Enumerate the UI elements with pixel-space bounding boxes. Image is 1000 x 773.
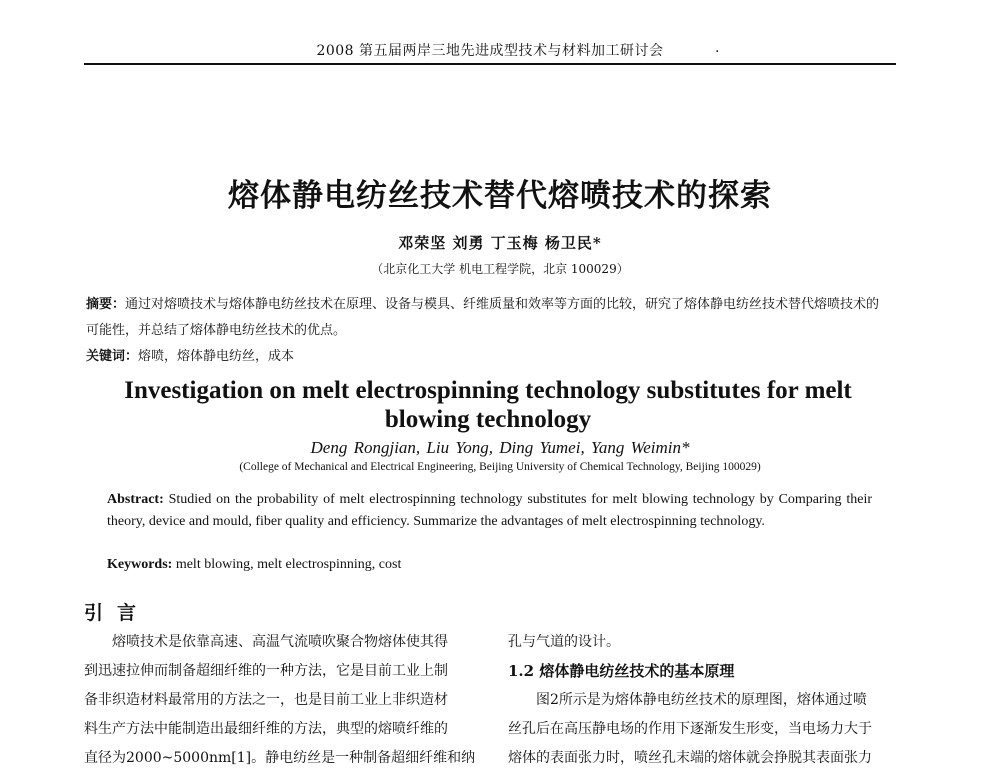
chinese-abstract [86,292,880,344]
english-title: Investigation on melt electrospinning technology substitutes for melt blowing technology [124,377,852,433]
running-header [84,40,896,60]
right-line-3: 熔体的表面张力时，喷丝孔末端的熔体就会挣脱其表面张力 [508,750,872,766]
right-line-2: 丝孔后在高压静电场的作用下逐渐发生形变，当电场力大于 [508,721,872,737]
chinese-keywords-text: 熔喷，熔体静电纺丝，成本 [138,349,295,364]
chinese-affiliation: （北京化工大学 机电工程学院，北京 100029） [371,262,629,276]
english-keywords-label: Keywords: [107,557,173,572]
left-line-4: 料生产方法中能制造出最细纤维的方法，典型的熔喷纤维的 [84,721,448,737]
english-abstract-text: Studied on the probability of melt electrospinning technology substitutes for melt blowing technology by Comparing their theory, device and mould, fiber quality and efficiency. Summarize the advantages of melt electrospinning technology. [107,492,873,529]
english-abstract [107,489,872,533]
header-rule [84,63,896,65]
header-mark: . [715,40,720,56]
right-column [508,628,900,773]
chinese-abstract-label: 摘要： [86,297,126,312]
section-heading-introduction: 引言 [84,602,151,624]
right-line-1: 图2所示是为熔体静电纺丝技术的原理图，熔体通过喷 [536,692,867,708]
subsection-heading: 1.2 熔体静电纺丝技术的基本原理 [508,662,735,680]
left-line-2: 到迅速拉伸而制备超细纤维的一种方法，它是目前工业上制 [84,663,448,679]
chinese-keywords [86,345,880,364]
left-column [84,628,484,773]
left-line-3: 备非织造材料最常用的方法之一，也是目前工业上非织造材 [84,692,448,708]
left-line-5: 直径为2000~5000nm[1]。静电纺丝是一种制备超细纤维和纳 [84,750,476,766]
chinese-keywords-label: 关键词： [86,349,139,364]
running-header-text: 2008 第五届两岸三地先进成型技术与材料加工研讨会 [316,43,664,59]
english-authors: Deng Rongjian, Liu Yong, Ding Yumei, Yang Weimin* [310,438,690,457]
chinese-abstract-text: 通过对熔喷技术与熔体静电纺丝技术在原理、设备与模具、纤维质量和效率等方面的比较，研究了熔体静电纺丝技术替代熔喷技术的可能性，并总结了熔体静电纺丝技术的优点。 [86,297,880,338]
right-first-line: 孔与气道的设计。 [508,634,620,650]
english-keywords [107,557,401,573]
english-abstract-label: Abstract: [107,492,164,507]
english-affiliation: (College of Mechanical and Electrical Engineering, Beijing University of Chemical Technology, Beijing 100029) [239,461,761,473]
chinese-authors: 邓荣坚 刘勇 丁玉梅 杨卫民* [398,234,602,252]
chinese-title: 熔体静电纺丝技术替代熔喷技术的探索 [228,178,772,214]
english-keywords-text: melt blowing, melt electrospinning, cost [175,557,402,572]
left-line-1: 熔喷技术是依靠高速、高温气流喷吹聚合物熔体使其得 [112,634,448,650]
